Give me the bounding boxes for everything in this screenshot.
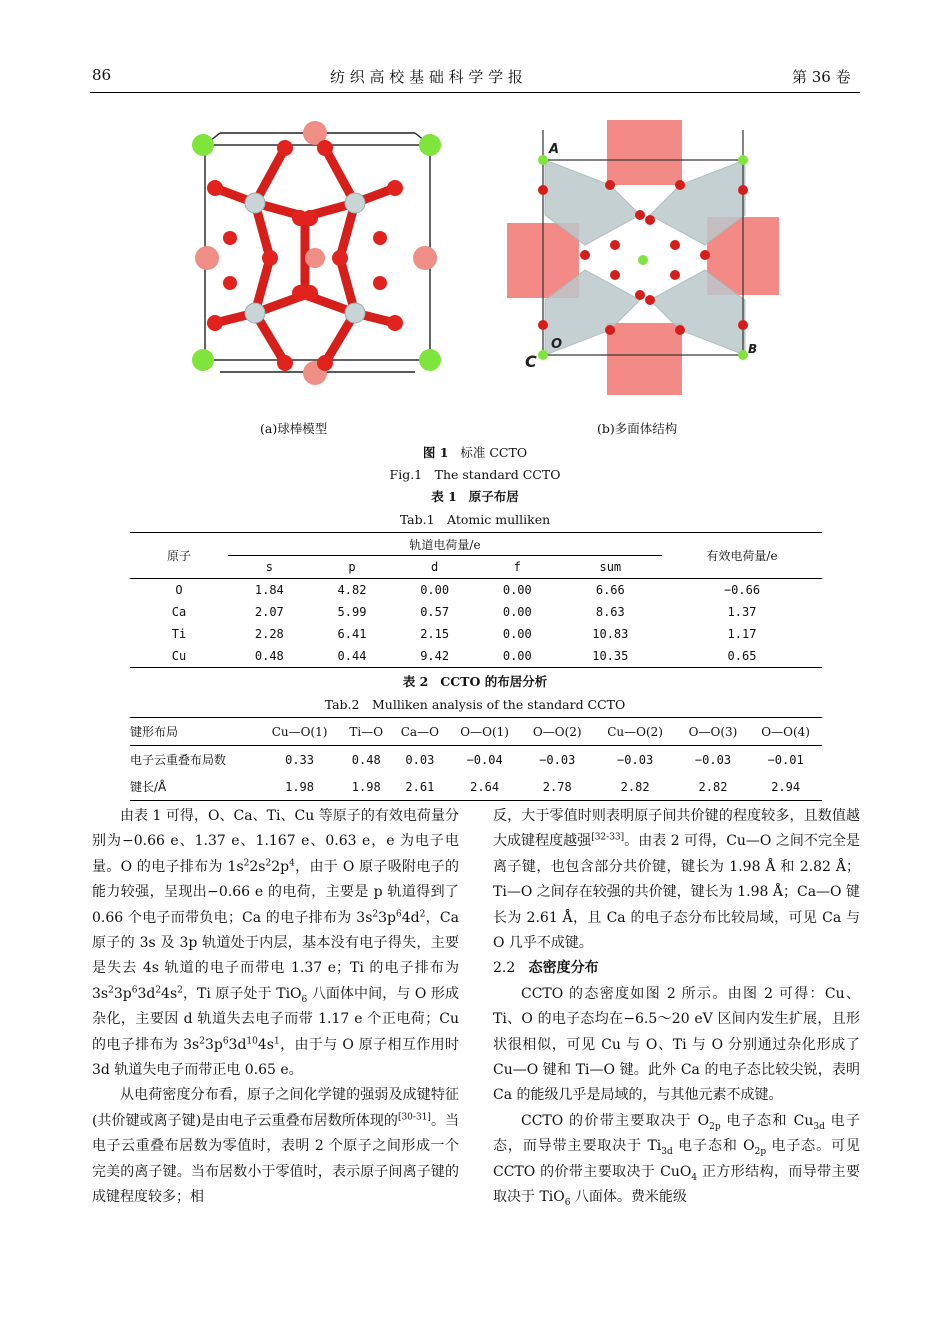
- table1-subhead: p: [348, 560, 356, 574]
- paragraph: 由表 1 可得，O、Ca、Ti、Cu 等原子的有效电荷量分别为−0.66 e、1.37 e、1.167 e、0.63 e，e 为电子电量。O 的电子排布为 $1s^22s^22p^4$，由于 O 原子吸附电子的能力较强，呈现出−0.66 e 的电荷，主要是 p 轨道得到了 0.66 个电子而带负电；Ca 的电子排布为 $3s^23p^64d^2$，Ca 原子的 3s 及 3p 轨道处于内层，基本没有电子得失，主要是失去 4s 轨道的电子而带电 1.37 e；Ti 的电子排布为 $3s^23p^63d^24s^2$，Ti 原子处于 TiO$_6$ 八面体中间，与 O 形成杂化，主要因 d 轨道失去电子而带 1.17 e 个正电荷；Cu 的电子排布为 $3s^23p^63d^{10}4s^1$，由于与 O 原子相互作用时 3d 轨道失电子而带正电 0.65 e。: [92, 808, 460, 1079]
- table1-caption-cn: [0, 487, 950, 505]
- header-rule: [90, 92, 860, 93]
- table1: [130, 532, 822, 668]
- table1-subhead: s: [265, 560, 273, 574]
- right-column: [493, 804, 860, 1211]
- table-cell: 1.98: [285, 779, 315, 794]
- table-cell: −0.04: [466, 752, 503, 767]
- table-cell: 0.48: [351, 752, 381, 767]
- table-cell: 0.00: [502, 649, 532, 663]
- table-cell: 1.84: [254, 583, 284, 597]
- left-column: [92, 804, 459, 1211]
- table-cell: 0.00: [502, 605, 532, 619]
- table2-header: Ti—O: [349, 724, 384, 739]
- table-cell: Cu: [171, 649, 187, 663]
- table-cell: 0.03: [405, 752, 435, 767]
- table-cell: 0.65: [727, 649, 757, 663]
- table1-subhead: sum: [599, 560, 622, 574]
- table2-title: CCTO 的布居分析: [440, 674, 548, 689]
- journal-title: 纺 织 高 校 基 础 科 学 学 报: [330, 68, 523, 86]
- ball-stick-model: [175, 108, 460, 403]
- table-cell: Ti: [171, 627, 187, 641]
- table-cell: 2.61: [405, 779, 435, 794]
- polyhedron-structure: [505, 115, 785, 400]
- page-number: 86: [92, 66, 112, 84]
- label-o: O: [551, 337, 563, 352]
- subfig-a-caption: (a)球棒模型: [260, 421, 328, 436]
- table-cell: 0.00: [420, 583, 450, 597]
- table-cell: O: [175, 583, 183, 597]
- table2: [130, 717, 822, 801]
- table-cell: 2.82: [620, 779, 650, 794]
- table-row: [130, 746, 822, 774]
- table-cell: 10.83: [592, 627, 629, 641]
- subfig-b-caption: (b)多面体结构: [597, 421, 678, 436]
- volume: 第 36 卷: [792, 68, 851, 86]
- label-b: B: [748, 342, 758, 356]
- table2-caption-cn: [0, 672, 950, 690]
- section-heading: 2.2 态密度分布: [493, 960, 599, 977]
- table-cell: 6.66: [595, 583, 625, 597]
- table2-caption-en: Tab.2 Mulliken analysis of the standard CCTO: [324, 697, 626, 712]
- table-cell: 2.82: [698, 779, 728, 794]
- table-cell: 0.57: [420, 605, 450, 619]
- table1-head-effective: 有效电荷量/e: [706, 549, 778, 563]
- table1-number: 表 1: [431, 489, 457, 504]
- table-row: [130, 645, 822, 668]
- table2-header: Ca—O: [400, 724, 439, 739]
- table1-head-orbital: 轨道电荷量/e: [228, 533, 662, 556]
- table-cell: 0.44: [337, 649, 367, 663]
- table-cell: 1.37: [727, 605, 757, 619]
- table2-header: Cu—O(2): [607, 724, 663, 739]
- fig1-title: 标准 CCTO: [460, 445, 528, 460]
- table-cell: 2.15: [420, 627, 450, 641]
- table-cell: 1.17: [727, 627, 757, 641]
- table1-title: 原子布居: [468, 489, 519, 504]
- paragraph: CCTO 的价带主要取决于 $O_{2p}$ 电子态和 $Cu_{3d}$ 电子态，而导带主要取决于 $Ti_{3d}$ 电子态和 $O_{2p}$ 电子态。可见 CCTO 的价带主要取决于 CuO$_4$ 正方形结构，而导带主要取决于 TiO$_6$ 八面体。费米能级: [493, 1112, 860, 1208]
- paragraph: 从电荷密度分布看，原子之间化学键的强弱及成键特征(共价键或离子键)是由电子云重叠布居数所体现的[30-31]。当电子云重叠布居数为零值时，表明 2 个原子之间形成一个完美的离子键。当布居数小于零值时，表示原子间离子键的成键程度较多；相: [92, 1087, 459, 1206]
- table-cell: 2.64: [470, 779, 500, 794]
- table-cell: 2.94: [771, 779, 801, 794]
- table1-head-atom: 原子: [166, 549, 191, 563]
- table-cell: 9.42: [420, 649, 450, 663]
- paragraph: 反，大于零值时则表明原子间共价键的程度较多，且数值越大成键程度越强[32-33]。由表 2 可得，Cu—O 之间不完全是离子键，也包含部分共价键，键长为 1.98 Å 和 2.82 Å；Ti—O 之间存在较强的共价键，键长为 1.98 Å；Ca—O 键长为 2.61 Å，且 Ca 的电子态分布比较局域，可见 Ca 与 O 几乎不成键。: [493, 808, 861, 952]
- fig1-number: 图 1: [422, 445, 449, 460]
- table2-header: O—O(2): [532, 724, 582, 739]
- table2-number: 表 2: [402, 674, 429, 689]
- table-cell: 2.07: [254, 605, 284, 619]
- table-cell: 0.33: [285, 752, 315, 767]
- table-cell: 8.63: [595, 605, 625, 619]
- table-row: [130, 579, 822, 602]
- table2-header: O—O(4): [761, 724, 810, 739]
- table-cell: 0.48: [254, 649, 284, 663]
- table2-header: O—O(3): [688, 724, 738, 739]
- table-cell: 电子云重叠布局数: [130, 753, 227, 767]
- table-cell: 6.41: [337, 627, 367, 641]
- table-cell: −0.03: [617, 752, 654, 767]
- table-cell: 2.28: [254, 627, 284, 641]
- paragraph: CCTO 的态密度如图 2 所示。由图 2 可得：Cu、Ti、O 的电子态均在−6.5～20 eV 区间内发生扩展，且形状很相似，可见 Cu 与 O、Ti 与 O 分别通过杂化形成了 Cu—O 键和 Ti—O 键。此外 Ca 的电子态比较尖锐，表明 Ca 的能级几乎是局域的，与其他元素不成键。: [493, 985, 860, 1104]
- table2-header: Cu—O(1): [271, 724, 328, 739]
- table-cell: −0.03: [694, 752, 732, 767]
- table-row: [130, 601, 822, 623]
- table1-subhead: d: [431, 560, 439, 574]
- fig1-caption-en: Fig.1 The standard CCTO: [389, 467, 561, 482]
- table-cell: 10.35: [592, 649, 629, 663]
- table-cell: −0.03: [539, 752, 576, 767]
- table-cell: Ca: [171, 605, 187, 619]
- table1-caption-en: Tab.1 Atomic mulliken: [399, 512, 551, 527]
- table-row: [130, 623, 822, 645]
- table-row: [130, 773, 822, 801]
- table-cell: 键长/Å: [130, 780, 167, 794]
- table1-subhead: f: [513, 560, 521, 574]
- table-cell: 5.99: [337, 605, 367, 619]
- label-c: C: [525, 352, 537, 371]
- table-cell: 2.78: [542, 779, 572, 794]
- table-cell: 4.82: [337, 583, 367, 597]
- table-cell: −0.01: [767, 752, 804, 767]
- table-cell: −0.66: [723, 583, 761, 597]
- table-cell: 0.00: [502, 583, 532, 597]
- table2-header: O—O(1): [460, 724, 509, 739]
- fig1-caption-cn: [0, 443, 950, 461]
- table2-header: 键形布局: [130, 725, 179, 739]
- table-cell: 0.00: [502, 627, 532, 641]
- table-cell: 1.98: [351, 779, 381, 794]
- label-a: A: [549, 142, 560, 157]
